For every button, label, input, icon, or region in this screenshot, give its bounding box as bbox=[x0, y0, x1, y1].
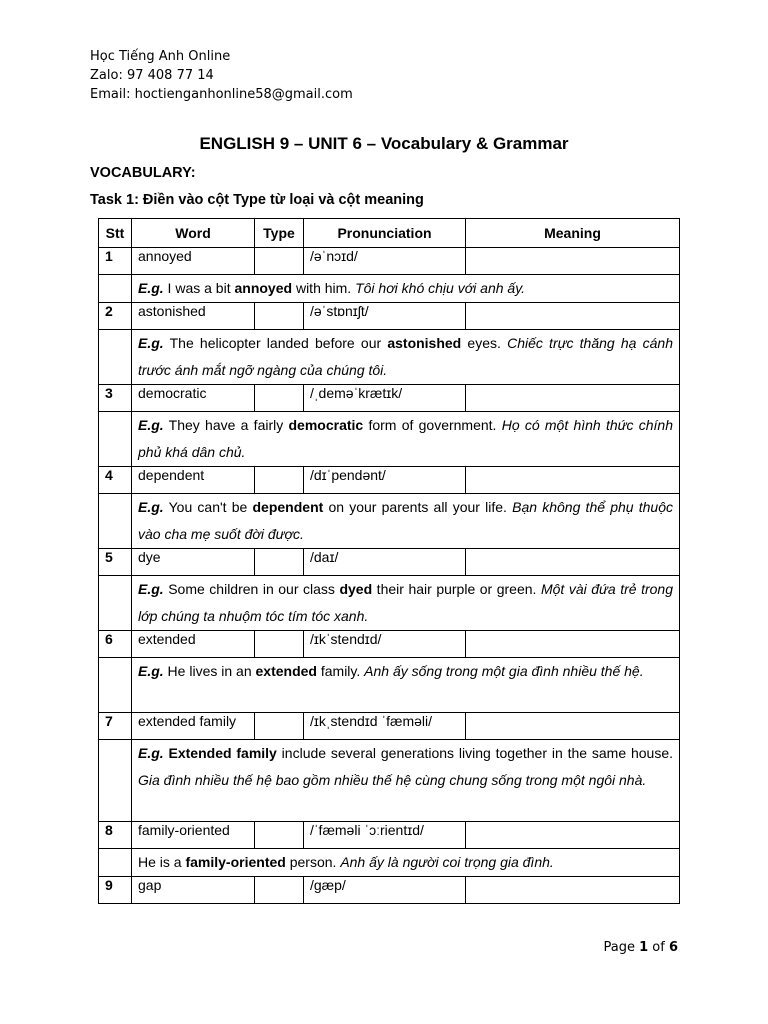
example-cell bbox=[132, 849, 680, 877]
row-number: 2 bbox=[99, 303, 132, 330]
footer-page-word: Page bbox=[603, 940, 635, 955]
example-eg-text: E.g. bbox=[138, 745, 164, 761]
example-eg-label bbox=[138, 280, 164, 296]
table-row bbox=[99, 385, 680, 412]
example-cell bbox=[132, 740, 680, 822]
type-cell bbox=[255, 713, 304, 740]
example-eg-label bbox=[138, 417, 164, 433]
example-keyword: family-oriented bbox=[185, 854, 286, 870]
header-pronunciation: Pronunciation bbox=[304, 219, 466, 248]
example-cell bbox=[132, 658, 680, 713]
example-row bbox=[99, 330, 680, 385]
word-cell: democratic bbox=[132, 385, 255, 412]
meaning-cell bbox=[466, 631, 680, 658]
document-header bbox=[90, 47, 353, 104]
footer-page-num: 1 bbox=[639, 940, 649, 955]
example-translation: Anh ấy là người coi trọng gia đình. bbox=[340, 854, 554, 870]
word-cell: extended family bbox=[132, 713, 255, 740]
pronunciation-cell: /dɪˈpendənt/ bbox=[304, 467, 466, 494]
example-pre: He lives in an bbox=[163, 663, 256, 679]
example-stt-cell bbox=[99, 275, 132, 303]
example-cell bbox=[132, 275, 680, 303]
example-stt-cell bbox=[99, 494, 132, 549]
example-row bbox=[99, 412, 680, 467]
example-post: with him. bbox=[292, 280, 356, 296]
type-cell bbox=[255, 385, 304, 412]
example-pre: Some children in our class bbox=[163, 581, 340, 597]
example-eg-label bbox=[138, 335, 164, 351]
example-cell bbox=[132, 576, 680, 631]
meaning-cell bbox=[466, 549, 680, 576]
pronunciation-cell: /əˈnɔɪd/ bbox=[304, 248, 466, 275]
type-cell bbox=[255, 549, 304, 576]
word-cell: dependent bbox=[132, 467, 255, 494]
pronunciation-cell: /ɪkˌstendɪd ˈfæməli/ bbox=[304, 713, 466, 740]
example-eg-label bbox=[138, 745, 164, 761]
page-footer bbox=[603, 940, 678, 955]
header-site-name: Học Tiếng Anh Online bbox=[90, 49, 231, 64]
table-row bbox=[99, 549, 680, 576]
pronunciation-cell: /əˈstɒnɪʃt/ bbox=[304, 303, 466, 330]
row-number: 4 bbox=[99, 467, 132, 494]
example-keyword: dependent bbox=[252, 499, 324, 515]
example-translation: Một vài đứa trẻ trong lớp chúng ta nhuộm tóc tím tóc xanh. bbox=[138, 581, 674, 624]
word-cell: astonished bbox=[132, 303, 255, 330]
example-stt-cell bbox=[99, 658, 132, 713]
footer-page-total: 6 bbox=[668, 940, 678, 955]
pronunciation-cell: /ˌdeməˈkrætɪk/ bbox=[304, 385, 466, 412]
example-pre: You can't be bbox=[163, 499, 253, 515]
example-keyword: extended bbox=[255, 663, 317, 679]
vocabulary-table bbox=[98, 218, 680, 904]
example-post: eyes. bbox=[461, 335, 508, 351]
example-post: on your parents all your life. bbox=[323, 499, 513, 515]
type-cell bbox=[255, 248, 304, 275]
example-translation: Họ có một hình thức chính phủ khá dân chủ. bbox=[138, 417, 674, 460]
row-number: 1 bbox=[99, 248, 132, 275]
header-meaning: Meaning bbox=[466, 219, 680, 248]
example-post: their hair purple or green. bbox=[372, 581, 541, 597]
meaning-cell bbox=[466, 822, 680, 849]
row-number: 5 bbox=[99, 549, 132, 576]
row-number: 3 bbox=[99, 385, 132, 412]
example-pre: He is a bbox=[138, 854, 186, 870]
example-post: include several generations living together in the same house. bbox=[276, 745, 673, 761]
example-keyword: astonished bbox=[387, 335, 462, 351]
type-cell bbox=[255, 467, 304, 494]
example-eg-label bbox=[138, 581, 164, 597]
example-eg-text: E.g. bbox=[138, 417, 164, 433]
example-eg-text: E.g. bbox=[138, 335, 164, 351]
row-number: 8 bbox=[99, 822, 132, 849]
table-row bbox=[99, 631, 680, 658]
example-row bbox=[99, 275, 680, 303]
pronunciation-cell: /ˈfæməli ˈɔːrientɪd/ bbox=[304, 822, 466, 849]
pronunciation-cell: /daɪ/ bbox=[304, 549, 466, 576]
word-cell: annoyed bbox=[132, 248, 255, 275]
example-keyword: dyed bbox=[339, 581, 373, 597]
word-cell: gap bbox=[132, 877, 255, 904]
example-translation: Chiếc trực thăng hạ cánh trước ánh mắt ngỡ ngàng của chúng tôi. bbox=[138, 335, 673, 378]
example-keyword: annoyed bbox=[234, 280, 293, 296]
example-pre: They have a fairly bbox=[163, 417, 289, 433]
meaning-cell bbox=[466, 385, 680, 412]
type-cell bbox=[255, 631, 304, 658]
word-cell: extended bbox=[132, 631, 255, 658]
word-cell: family-oriented bbox=[132, 822, 255, 849]
header-word: Word bbox=[132, 219, 255, 248]
table-row bbox=[99, 877, 680, 904]
meaning-cell bbox=[466, 248, 680, 275]
meaning-cell bbox=[466, 713, 680, 740]
example-stt-cell bbox=[99, 412, 132, 467]
table-row bbox=[99, 248, 680, 275]
type-cell bbox=[255, 877, 304, 904]
pronunciation-cell: /gæp/ bbox=[304, 877, 466, 904]
example-keyword: Extended family bbox=[168, 745, 277, 761]
meaning-cell bbox=[466, 877, 680, 904]
footer-of-word: of bbox=[652, 940, 665, 955]
example-eg-text: E.g. bbox=[138, 499, 164, 515]
table-row bbox=[99, 303, 680, 330]
type-cell bbox=[255, 303, 304, 330]
task-instruction: Task 1: Điền vào cột Type từ loại và cột meaning bbox=[90, 192, 424, 208]
example-stt-cell bbox=[99, 330, 132, 385]
example-translation: Anh ấy sống trong một gia đình nhiều thế hệ. bbox=[364, 663, 644, 679]
example-translation: Tôi hơi khó chịu với anh ấy. bbox=[355, 280, 526, 296]
example-stt-cell bbox=[99, 740, 132, 822]
section-heading: VOCABULARY: bbox=[90, 165, 196, 181]
meaning-cell bbox=[466, 467, 680, 494]
example-post: family. bbox=[316, 663, 365, 679]
row-number: 9 bbox=[99, 877, 132, 904]
page-title: ENGLISH 9 – UNIT 6 – Vocabulary & Grammar bbox=[199, 134, 569, 153]
example-pre: I was a bit bbox=[163, 280, 235, 296]
example-post: person. bbox=[285, 854, 341, 870]
example-cell bbox=[132, 330, 680, 385]
example-eg-label bbox=[138, 499, 164, 515]
example-eg-text: E.g. bbox=[138, 663, 164, 679]
example-row bbox=[99, 576, 680, 631]
pronunciation-cell: /ɪkˈstendɪd/ bbox=[304, 631, 466, 658]
row-number: 6 bbox=[99, 631, 132, 658]
table-row bbox=[99, 467, 680, 494]
example-row bbox=[99, 494, 680, 549]
example-keyword: democratic bbox=[288, 417, 364, 433]
table-header-row bbox=[99, 219, 680, 248]
header-zalo: Zalo: 97 408 77 14 bbox=[90, 68, 214, 83]
table-row bbox=[99, 713, 680, 740]
type-cell bbox=[255, 822, 304, 849]
header-stt: Stt bbox=[99, 219, 132, 248]
example-translation: Bạn không thể phụ thuộc vào cha mẹ suốt đời được. bbox=[138, 499, 673, 542]
header-email: Email: hoctienganhonline58@gmail.com bbox=[90, 87, 353, 102]
example-eg-text: E.g. bbox=[138, 280, 164, 296]
example-eg-text: E.g. bbox=[138, 581, 164, 597]
example-stt-cell bbox=[99, 849, 132, 877]
header-type: Type bbox=[255, 219, 304, 248]
example-cell bbox=[132, 494, 680, 549]
table-row bbox=[99, 822, 680, 849]
meaning-cell bbox=[466, 303, 680, 330]
example-translation: Gia đình nhiều thế hệ bao gồm nhiều thế hệ cùng chung sống trong một ngôi nhà. bbox=[138, 772, 647, 788]
example-pre: The helicopter landed before our bbox=[163, 335, 388, 351]
example-row bbox=[99, 849, 680, 877]
example-stt-cell bbox=[99, 576, 132, 631]
example-cell bbox=[132, 412, 680, 467]
example-row bbox=[99, 658, 680, 713]
example-post: form of government. bbox=[363, 417, 502, 433]
word-cell: dye bbox=[132, 549, 255, 576]
row-number: 7 bbox=[99, 713, 132, 740]
example-eg-label bbox=[138, 663, 164, 679]
example-row bbox=[99, 740, 680, 822]
